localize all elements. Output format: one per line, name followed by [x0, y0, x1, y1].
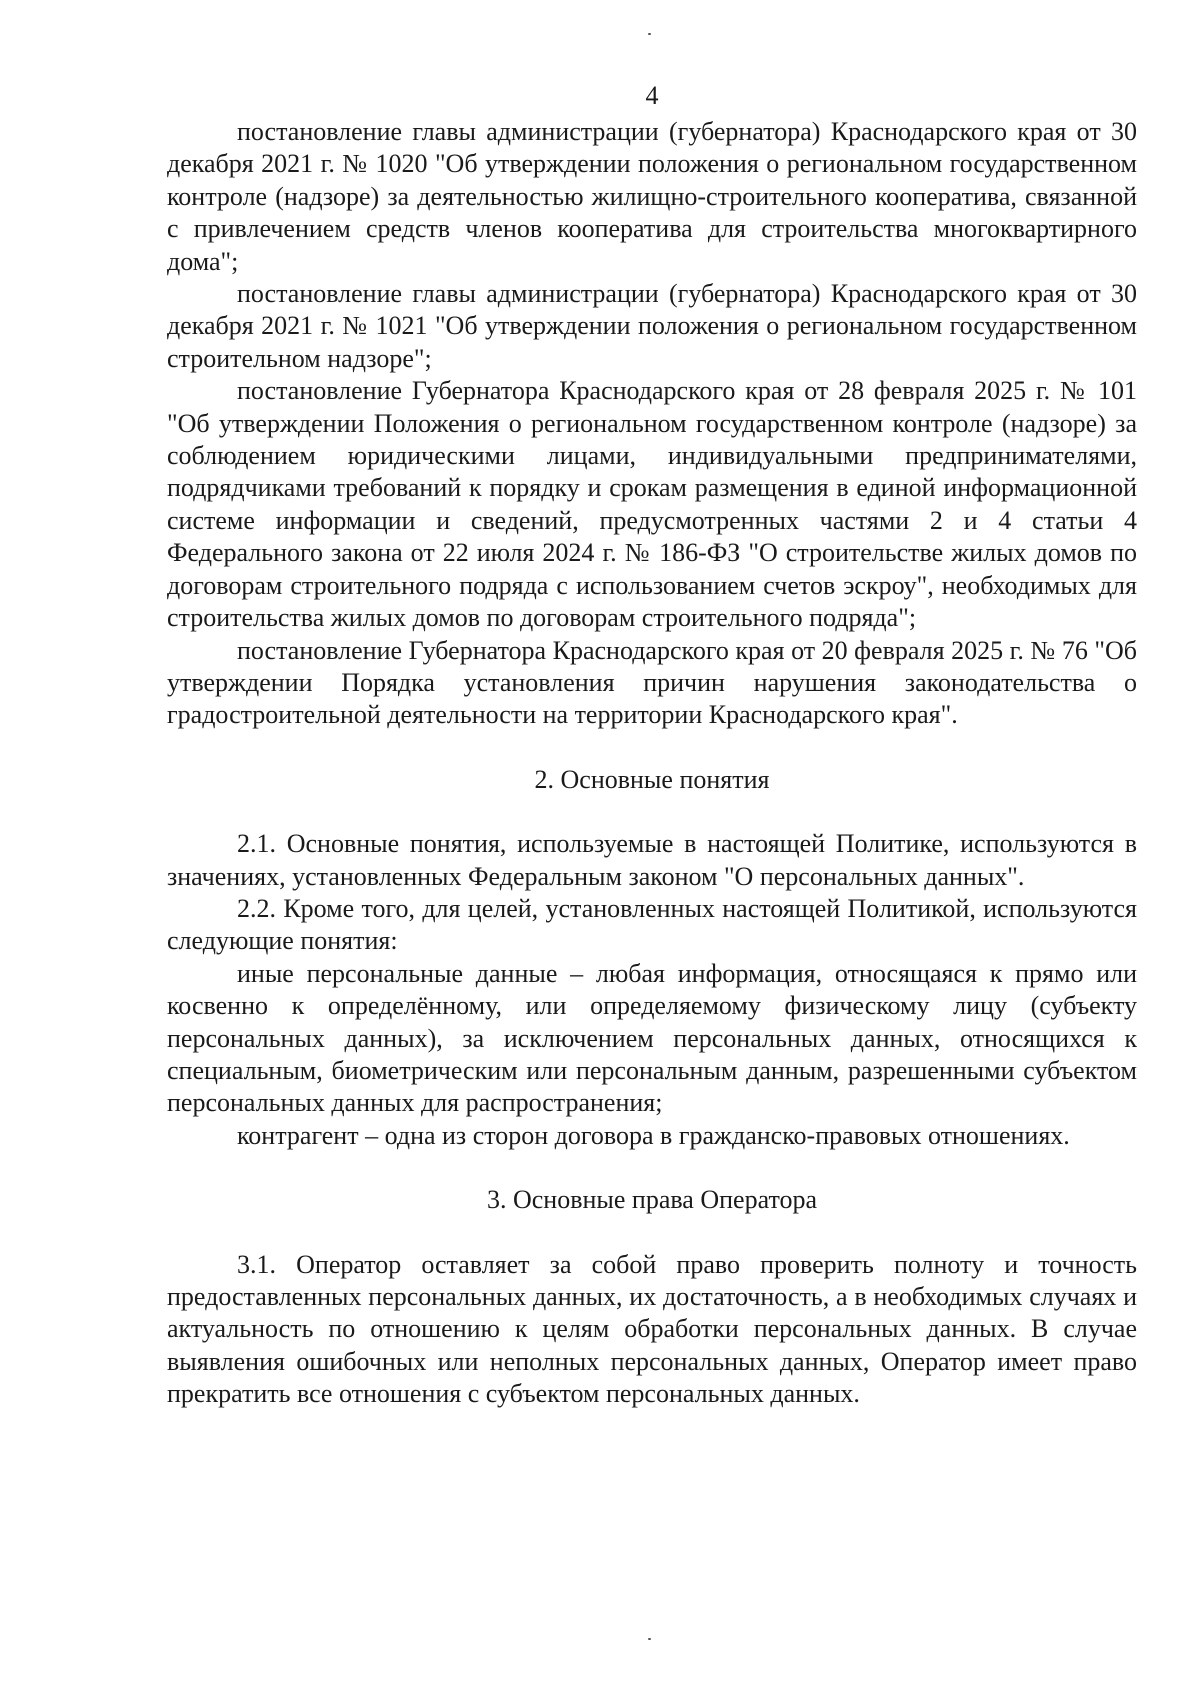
paragraph-resolution-101: постановление Губернатора Краснодарского края от 28 февраля 2025 г. № 101 "Об утверждении Положения о региональном государственном контроле (надзоре) за соблюдением юридическими лицами, индивидуальными предпринимателями, подрядчиками требований к порядку и срокам размещения в единой информационной системе информации и сведений, предусмотренных частями 2 и 4 статьи 4 Федерального закона от 22 июля 2024 г. № 186-ФЗ "О строительстве жилых домов по договорам строительного подряда с использованием счетов эскроу", необходимых для строительства жилых домов по договорам строительного подряда";: [167, 376, 1137, 633]
scan-speck-top: [648, 33, 651, 35]
paragraph-3-1: 3.1. Оператор оставляет за собой право проверить полноту и точность предоставленных персональных данных, их достаточность, а в необходимых случаях и актуальность по отношению к целям обработки персональных данных. В случае выявления ошибочных или неполных персональных данных, Оператор имеет право прекратить все отношения с субъектом персональных данных.: [167, 1249, 1137, 1409]
paragraph-resolution-76: постановление Губернатора Краснодарского края от 20 февраля 2025 г. № 76 "Об утверждении Порядка установления причин нарушения законодательства о градостроительной деятельности на территории Краснодарского края".: [167, 635, 1137, 730]
paragraph-resolution-1021: постановление главы администрации (губернатора) Краснодарского края от 30 декабря 2021 г. № 1021 "Об утверждении положения о региональном государственном строительном надзоре";: [167, 279, 1137, 373]
document-page: [167, 76, 1137, 1411]
page-number: 4: [645, 81, 659, 110]
scan-speck-bottom: [648, 1638, 651, 1640]
definition-other-personal-data: иные персональные данные – любая информация, относящаяся к прямо или косвенно к определённому, или определяемому физическому лицу (субъекту персональных данных), за исключением персональных данных, относящихся к специальным, биометрическим или персональным данным, разрешенными субъектом персональных данных для распространения;: [167, 958, 1137, 1118]
paragraph-2-2: 2.2. Кроме того, для целей, установленных настоящей Политикой, используются следующие понятия:: [167, 893, 1137, 956]
section-3-title: 3. Основные права Оператора: [486, 1185, 817, 1215]
section-2-title: 2. Основные понятия: [534, 764, 770, 794]
paragraph-2-1: 2.1. Основные понятия, используемые в настоящей Политике, используются в значениях, установленных Федеральным законом "О персональных данных".: [167, 829, 1137, 891]
paragraph-resolution-1020: постановление главы администрации (губернатора) Краснодарского края от 30 декабря 2021 г. № 1020 "Об утверждении положения о региональном государственном контроле (надзоре) за деятельностью жилищно-строительного кооператива, связанной с привлечением средств членов кооператива для строительства многоквартирного дома";: [167, 117, 1137, 276]
definition-counterparty: контрагент – одна из сторон договора в гражданско-правовых отношениях.: [237, 1120, 1070, 1150]
